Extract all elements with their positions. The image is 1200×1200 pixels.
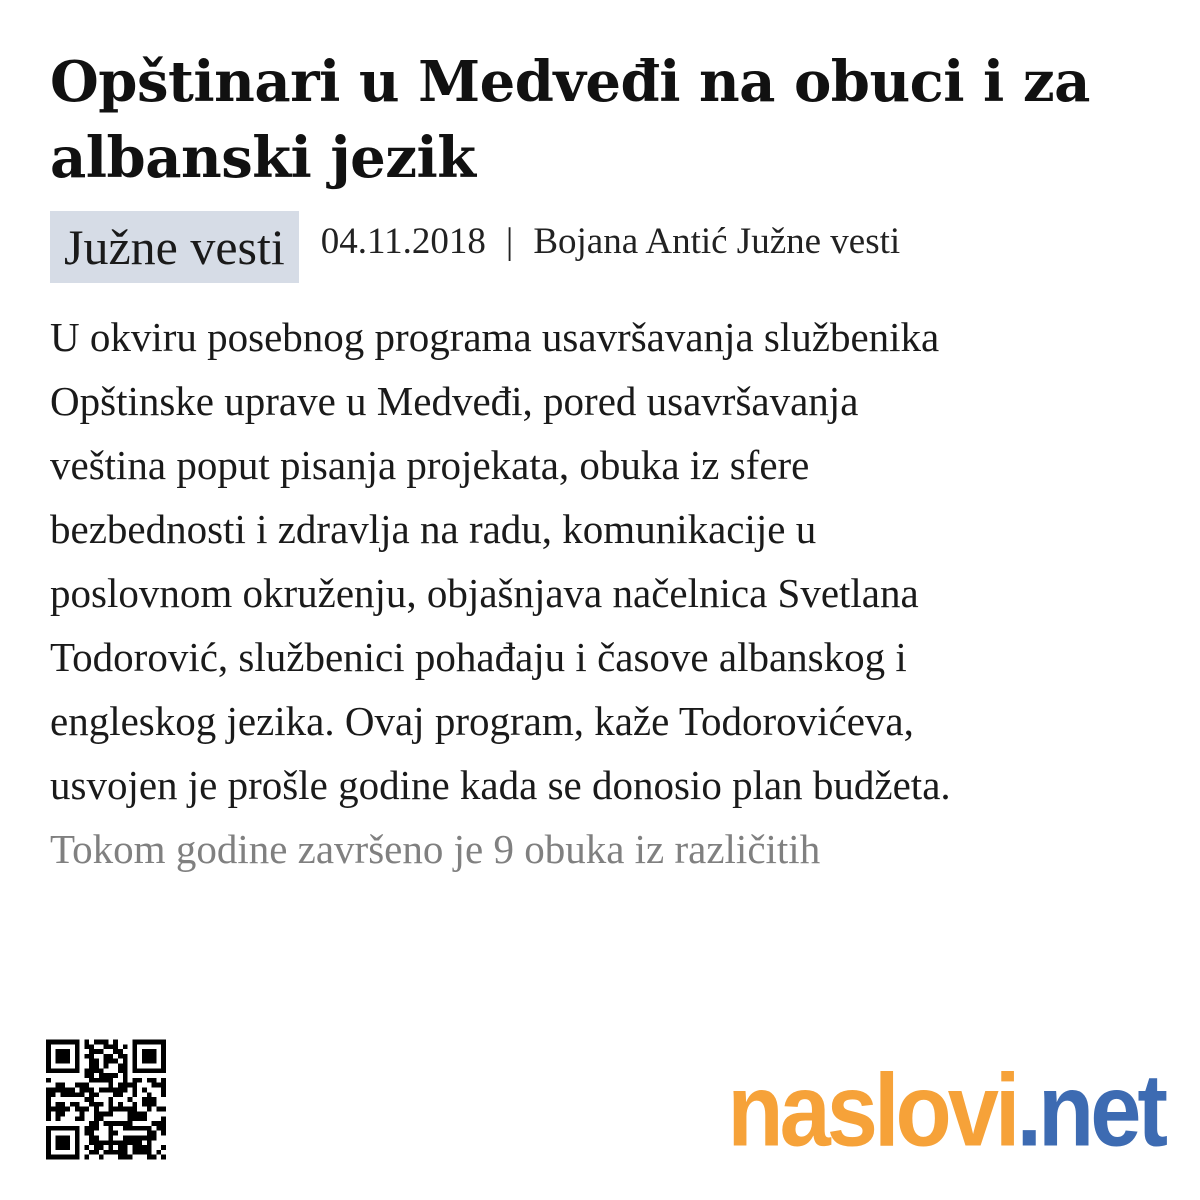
- body-line: Opštinske uprave u Medveđi, pored usavršavanja: [50, 378, 859, 424]
- meta-info: [321, 220, 900, 263]
- body-line: Todorović, službenici pohađaju i časove albanskog i: [50, 634, 907, 680]
- logo-brand: naslovi: [727, 1053, 1017, 1168]
- source-badge[interactable]: Južne vesti: [50, 211, 299, 283]
- naslovi-logo[interactable]: [727, 1047, 1164, 1170]
- body-line: usvojen je prošle godine kada se donosio plan budžeta.: [50, 762, 951, 808]
- article-author: Bojana Antić Južne vesti: [533, 220, 901, 262]
- logo-tld: .net: [1016, 1053, 1164, 1168]
- body-line: veština poput pisanja projekata, obuka iz sfere: [50, 442, 810, 488]
- meta-separator: |: [505, 220, 514, 262]
- article-title: Opštinari u Medveđi na obuci i za albanski jezik: [50, 49, 1090, 191]
- body-line: bezbednosti i zdravlja na radu, komunikacije u: [50, 506, 817, 552]
- body-line: poslovnom okruženju, objašnjava načelnica Svetlana: [50, 570, 919, 616]
- article-meta: [50, 211, 900, 283]
- body-line-faded: Tokom godine završeno je 9 obuka iz različitih: [50, 826, 821, 872]
- body-line: engleskog jezika. Ovaj program, kaže Todorovićeva,: [50, 698, 914, 744]
- qr-code-icon[interactable]: [46, 1037, 166, 1162]
- body-line: U okviru posebnog programa usavršavanja službenika: [50, 314, 940, 360]
- article-date: 04.11.2018: [320, 220, 486, 262]
- article-body: [50, 305, 1160, 881]
